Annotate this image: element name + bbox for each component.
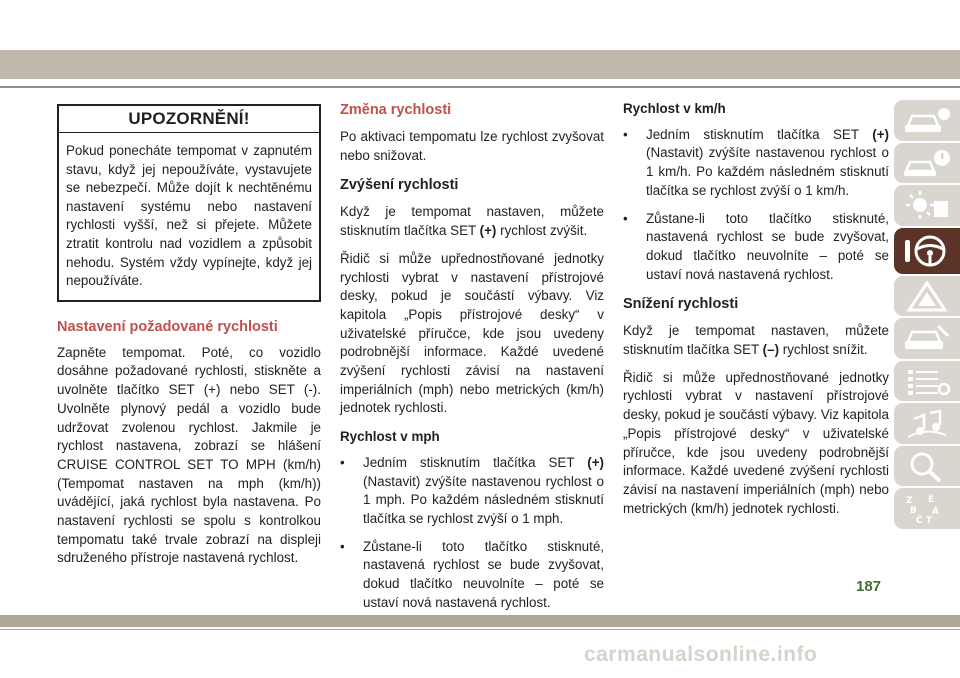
service-car-icon — [900, 322, 954, 355]
climate-icon — [900, 189, 954, 222]
svg-text:Č: Č — [916, 516, 923, 525]
subheading-increase-speed: Zvýšení rychlosti — [340, 177, 459, 194]
header-band — [0, 50, 960, 79]
search-icon — [900, 450, 954, 483]
svg-text:Á: Á — [932, 507, 939, 517]
car-info-icon — [900, 104, 954, 137]
column-2 — [340, 100, 604, 612]
list-item: • Jedním stisknutím tlačítka SET (+) (Nastavit) zvýšíte nastavenou rychlost o 1 mph. Po každém následném stisknutí tlačítka se rychlost zvýší o 1 mph. — [340, 454, 604, 526]
list-item: • Jedním stisknutím tlačítka SET (+) (Nastavit) zvýšíte nastavenou rychlost o 1 km/h. Po každém následném stisknutí tlačítka se rychlost zvýší o 1 km/h. — [623, 126, 889, 198]
column-1 — [57, 100, 321, 568]
media-icon — [900, 407, 954, 440]
mph-heading: Rychlost v mph — [340, 429, 440, 445]
tab-climate[interactable] — [894, 185, 960, 226]
tab-driving[interactable] — [894, 228, 960, 274]
warning-title: UPOZORNĚNÍ! — [59, 106, 319, 133]
header-rule — [0, 86, 960, 88]
warning-box — [57, 104, 321, 302]
units-paragraph: Řidič si může upřednostňované jednotky rychlosti vybrat v nastavení přístrojové desky, pokud je součástí výbavy. Viz kapitola „Popis přístrojové desky“ v uživatelské příručce, kde jsou uvedeny podrobnější informace. Každé uvedené zvýšení rychlosti závisí na nastavení imperiálních (mph) nebo metrických (km/h) jednotek rychlosti. — [340, 250, 604, 416]
warning-light-icon — [900, 147, 954, 180]
kmh-heading: Rychlost v km/h — [623, 101, 726, 116]
tab-specifications[interactable] — [894, 361, 960, 402]
tab-warning-lights[interactable] — [894, 143, 960, 184]
list-item: • Zůstane-li toto tlačítko stisknuté, nastavená rychlost se bude zvyšovat, dokud tlačítko neuvolníte – poté se ustaví nová nastavená rychlost. — [623, 210, 889, 282]
tab-car-info[interactable] — [894, 100, 960, 141]
tab-search[interactable] — [894, 446, 960, 487]
subheading-decrease-speed: Snížení rychlosti — [623, 296, 739, 313]
svg-text:É: É — [928, 495, 935, 505]
watermark: carmanualsonline.info — [584, 643, 818, 666]
change-speed-intro: Po aktivaci tempomatu lze rychlost zvyšovat nebo snižovat. — [340, 129, 604, 163]
section-heading-set-speed: Nastavení požadované rychlosti — [57, 318, 278, 335]
units-paragraph-2: Řidič si může upřednostňované jednotky rychlosti vybrat v nastavení přístrojové desky, pokud je součástí výbavy. Viz kapitola „Popis přístrojové desky“ v uživatelské příručce, kde jsou uvedeny podrobnější informace. Každé uvedené zvýšení rychlosti závisí na nastavení imperiálních (mph) nebo metrických (km/h) jednotek rychlosti. — [623, 369, 889, 516]
svg-text:Z: Z — [906, 496, 913, 506]
kmh-list — [623, 126, 889, 285]
warning-text: Pokud ponecháte tempomat v zapnutém stavu, když jej nepoužíváte, vystavujete se nebezpečí. Může dojít k nechtěnému nastavení systému nebo nastavení rychlosti vyšší, než si přejete. Můžete ztratit kontrolu nad vozidlem a způsobit nehodu. Systém vždy vypínejte, když jej nepoužíváte. — [66, 143, 312, 289]
list-item: • Zůstane-li toto tlačítko stisknuté, nastavená rychlost se bude zvyšovat, dokud tlačítko neuvolníte – poté se ustaví nová nastavená rychlost. — [340, 538, 604, 610]
page-number: 187 — [856, 578, 882, 595]
steering-wheel-icon — [900, 232, 954, 270]
checklist-icon — [900, 365, 954, 398]
footer-rule — [0, 629, 960, 630]
section-heading-change-speed: Změna rychlosti — [340, 102, 452, 118]
column-3 — [623, 100, 889, 518]
svg-text:T: T — [926, 516, 933, 525]
footer-band — [0, 615, 960, 627]
tab-index[interactable] — [894, 488, 960, 529]
index-icon — [900, 492, 954, 525]
increase-speed-paragraph: Když je tempomat nastaven, můžete stisknutím tlačítka SET (+) rychlost zvýšit. — [340, 204, 604, 239]
tab-service[interactable] — [894, 318, 960, 359]
set-speed-paragraph: Zapněte tempomat. Poté, co vozidlo dosáhne požadované rychlosti, stiskněte a uvolněte tlačítko SET (+) nebo SET (-). Uvolněte plynový pedál a vozidlo bude udržovat zvolenou rychlost. Jakmile je rychlost nastavena, zobrazí se hlášení CRUISE CONTROL SET TO MPH (km/h) (Tempomat nastaven na mph (km/h)) uvádějící, jaká rychlost byla nastavena. Po nastavení rychlosti se spolu s kontrolkou tempomatu také trvale zobrazí na displeji sdruženého přístroje nastavená rychlost. — [57, 344, 321, 566]
mph-list — [340, 454, 604, 613]
tab-emergency[interactable] — [894, 276, 960, 317]
hazard-icon — [900, 280, 954, 313]
decrease-speed-paragraph: Když je tempomat nastaven, můžete stisknutím tlačítka SET (–) rychlost snížit. — [623, 323, 889, 358]
svg-text:B: B — [910, 506, 917, 516]
chapter-tabs — [894, 100, 960, 531]
tab-multimedia[interactable] — [894, 403, 960, 444]
